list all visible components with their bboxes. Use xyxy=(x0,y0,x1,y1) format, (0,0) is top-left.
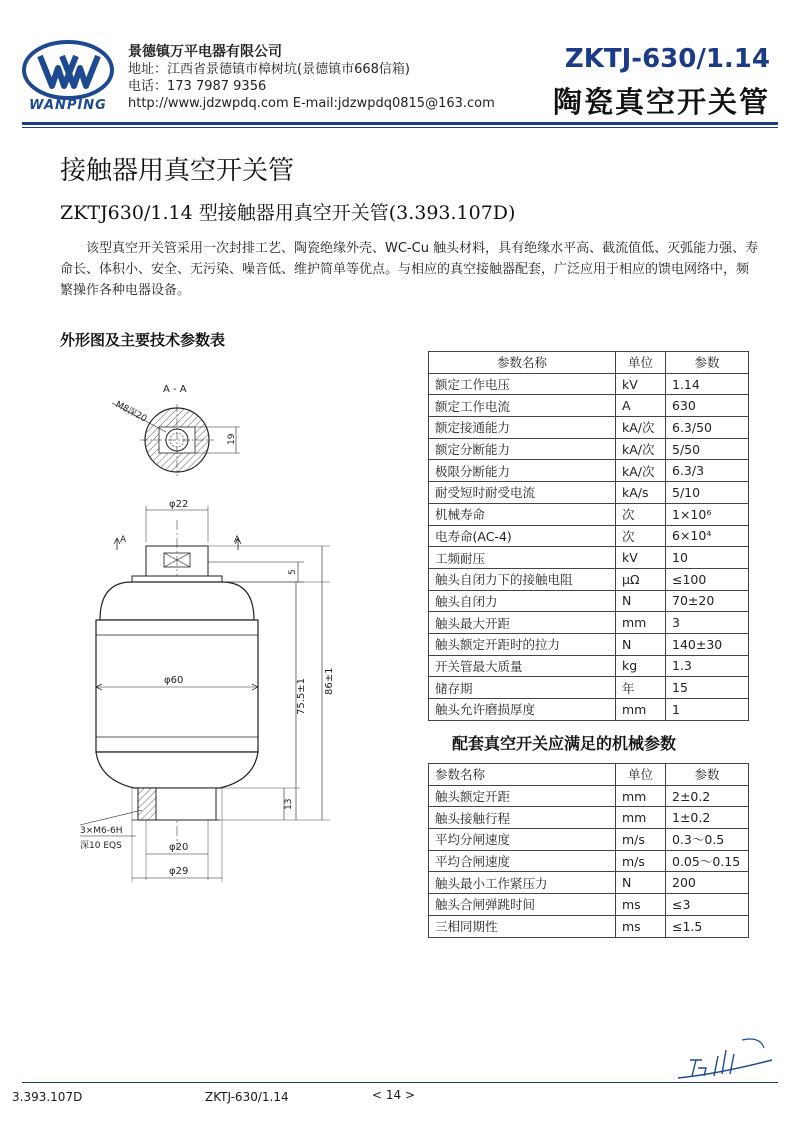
section-aa-label: A - A xyxy=(163,384,187,395)
col-header-unit: 单位 xyxy=(616,352,666,374)
table-row xyxy=(429,373,749,395)
cell-param-name: 触头自闭力 xyxy=(429,590,616,612)
table-row xyxy=(429,568,749,590)
dim-75-5: 75.5±1 xyxy=(296,677,307,715)
logo-wordmark: WANPING xyxy=(29,98,107,113)
cell-unit: N xyxy=(616,872,666,894)
product-heading: ZKTJ630/1.14 型接触器用真空开关管(3.393.107D) xyxy=(60,202,516,224)
footer-page-number: < 14 > xyxy=(372,1088,416,1102)
cell-param-name: 额定接通能力 xyxy=(429,417,616,439)
dim-19: 19 xyxy=(227,433,237,445)
footer-doc-number: 3.393.107D xyxy=(12,1090,83,1104)
cell-value: 5/50 xyxy=(666,438,749,460)
header-divider-thin xyxy=(22,127,778,128)
cell-param-name: 平均分闸速度 xyxy=(429,829,616,851)
company-address: 地址：江西省景德镇市樟树坑(景德镇市668信箱) xyxy=(128,62,410,77)
thread-top-label: M8深20 xyxy=(113,399,149,425)
cell-value: 6.3/50 xyxy=(666,417,749,439)
table-row xyxy=(429,395,749,417)
cell-unit: mm xyxy=(616,699,666,721)
col-header-name: 参数名称 xyxy=(429,764,616,786)
cell-unit: kA/次 xyxy=(616,460,666,482)
table-row xyxy=(429,915,749,937)
cell-value: 15 xyxy=(666,677,749,699)
dim-86: 86±1 xyxy=(324,667,335,695)
cell-unit: kA/次 xyxy=(616,438,666,460)
thread-bottom-2: 深10 EQS xyxy=(80,841,122,851)
cell-param-name: 开关管最大质量 xyxy=(429,655,616,677)
cell-value: 630 xyxy=(666,395,749,417)
cell-param-name: 触头自闭力下的接触电阻 xyxy=(429,568,616,590)
cell-unit: m/s xyxy=(616,829,666,851)
cell-unit: kV xyxy=(616,373,666,395)
cell-value: 200 xyxy=(666,872,749,894)
cell-unit: kA/次 xyxy=(616,417,666,439)
cell-value: ≤100 xyxy=(666,568,749,590)
cell-value: 1×10⁶ xyxy=(666,503,749,525)
cell-value: 140±30 xyxy=(666,633,749,655)
marker-a-left: A xyxy=(120,535,127,545)
cell-value: 3 xyxy=(666,612,749,634)
company-web-email: http://www.jdzwpdq.com E-mail:jdzwpdq0815@163.com xyxy=(128,96,495,111)
cell-param-name: 耐受短时耐受电流 xyxy=(429,482,616,504)
table-row xyxy=(429,894,749,916)
cell-unit: mm xyxy=(616,785,666,807)
table-row xyxy=(429,850,749,872)
footer-divider xyxy=(22,1082,778,1083)
table-header-row xyxy=(429,352,749,374)
col-header-value: 参数 xyxy=(666,352,749,374)
cell-param-name: 额定工作电流 xyxy=(429,395,616,417)
mechanical-table xyxy=(428,763,749,938)
cell-param-name: 电寿命(AC-4) xyxy=(429,525,616,547)
cell-unit: A xyxy=(616,395,666,417)
table-row xyxy=(429,872,749,894)
cell-value: 2±0.2 xyxy=(666,785,749,807)
dim-20: φ20 xyxy=(169,842,189,853)
cell-value: 6.3/3 xyxy=(666,460,749,482)
col-header-unit: 单位 xyxy=(616,764,666,786)
cell-value: 1.14 xyxy=(666,373,749,395)
outline-drawing xyxy=(60,370,380,910)
cell-unit: m/s xyxy=(616,850,666,872)
model-title: 陶瓷真空开关管 xyxy=(552,85,770,119)
dim-29: φ29 xyxy=(169,866,189,877)
col-header-name: 参数名称 xyxy=(429,352,616,374)
table-row xyxy=(429,460,749,482)
cell-param-name: 额定工作电压 xyxy=(429,373,616,395)
table-row xyxy=(429,525,749,547)
cell-param-name: 触头允许磨损厚度 xyxy=(429,699,616,721)
cell-value: 6×10⁴ xyxy=(666,525,749,547)
cell-param-name: 触头额定开距 xyxy=(429,785,616,807)
cell-value: 70±20 xyxy=(666,590,749,612)
mechanical-table-body xyxy=(429,785,749,937)
table-row xyxy=(429,829,749,851)
table-row xyxy=(429,503,749,525)
cell-value: 1 xyxy=(666,699,749,721)
cell-value: ≤1.5 xyxy=(666,915,749,937)
table-row xyxy=(429,547,749,569)
model-code: ZKTJ-630/1.14 xyxy=(564,44,770,74)
company-name: 景德镇万平电器有限公司 xyxy=(128,44,282,60)
table-row xyxy=(429,417,749,439)
cell-param-name: 极限分断能力 xyxy=(429,460,616,482)
table-row xyxy=(429,590,749,612)
cell-value: ≤3 xyxy=(666,894,749,916)
dim-22: φ22 xyxy=(169,499,189,510)
spec-table-body xyxy=(429,373,749,720)
company-phone: 电话：173 7987 9356 xyxy=(128,79,267,94)
cell-param-name: 三相同期性 xyxy=(429,915,616,937)
cell-unit: μΩ xyxy=(616,568,666,590)
footer-model: ZKTJ-630/1.14 xyxy=(205,1090,289,1104)
spec-table xyxy=(428,351,749,721)
cell-param-name: 触头最大开距 xyxy=(429,612,616,634)
cell-unit: N xyxy=(616,590,666,612)
cell-param-name: 储存期 xyxy=(429,677,616,699)
cell-param-name: 触头额定开距时的拉力 xyxy=(429,633,616,655)
table-header-row xyxy=(429,764,749,786)
section-label: 外形图及主要技术参数表 xyxy=(60,331,226,349)
cell-value: 5/10 xyxy=(666,482,749,504)
cell-param-name: 平均合闸速度 xyxy=(429,850,616,872)
table-row xyxy=(429,699,749,721)
cell-param-name: 机械寿命 xyxy=(429,503,616,525)
thread-bottom-1: 3×M6-6H xyxy=(80,826,123,836)
company-info xyxy=(128,44,495,112)
footer-logo xyxy=(668,1030,778,1090)
table-row xyxy=(429,807,749,829)
cell-param-name: 触头合闸弹跳时间 xyxy=(429,894,616,916)
table-row xyxy=(429,438,749,460)
cell-unit: 次 xyxy=(616,525,666,547)
table-row xyxy=(429,677,749,699)
cell-unit: kV xyxy=(616,547,666,569)
table-row xyxy=(429,785,749,807)
intro-paragraph: 该型真空开关管采用一次封排工艺、陶瓷绝缘外壳、WC-Cu 触头材料，具有绝缘水平高、截流值低、灭弧能力强、寿命长、体积小、安全、无污染、噪音低、维护简单等优点。与相应的真空接触器配套，广泛应用于相应的馈电网络中，频繁操作各种电器设备。 xyxy=(60,241,759,298)
table-row xyxy=(429,612,749,634)
table-row xyxy=(429,655,749,677)
cell-unit: mm xyxy=(616,612,666,634)
cell-value: 1±0.2 xyxy=(666,807,749,829)
cell-unit: kg xyxy=(616,655,666,677)
cell-unit: ms xyxy=(616,894,666,916)
cell-unit: ms xyxy=(616,915,666,937)
table-row xyxy=(429,633,749,655)
cell-value: 10 xyxy=(666,547,749,569)
cell-unit: 次 xyxy=(616,503,666,525)
cell-param-name: 工频耐压 xyxy=(429,547,616,569)
cell-param-name: 额定分断能力 xyxy=(429,438,616,460)
marker-a-right: A xyxy=(234,535,241,545)
col-header-value: 参数 xyxy=(666,764,749,786)
dim-5: 5 xyxy=(288,569,298,575)
cell-value: 0.3～0.5 xyxy=(666,829,749,851)
page-heading: 接触器用真空开关管 xyxy=(60,156,295,186)
mechanical-params-title: 配套真空开关应满足的机械参数 xyxy=(452,734,677,753)
cell-unit: N xyxy=(616,633,666,655)
cell-value: 1.3 xyxy=(666,655,749,677)
dim-13: 13 xyxy=(284,798,294,810)
cell-unit: kA/s xyxy=(616,482,666,504)
cell-unit: mm xyxy=(616,807,666,829)
cell-param-name: 触头最小工作紧压力 xyxy=(429,872,616,894)
dim-60: φ60 xyxy=(164,675,184,686)
header-divider xyxy=(22,122,778,125)
cell-param-name: 触头接触行程 xyxy=(429,807,616,829)
cell-unit: 年 xyxy=(616,677,666,699)
cell-value: 0.05～0.15 xyxy=(666,850,749,872)
table-row xyxy=(429,482,749,504)
